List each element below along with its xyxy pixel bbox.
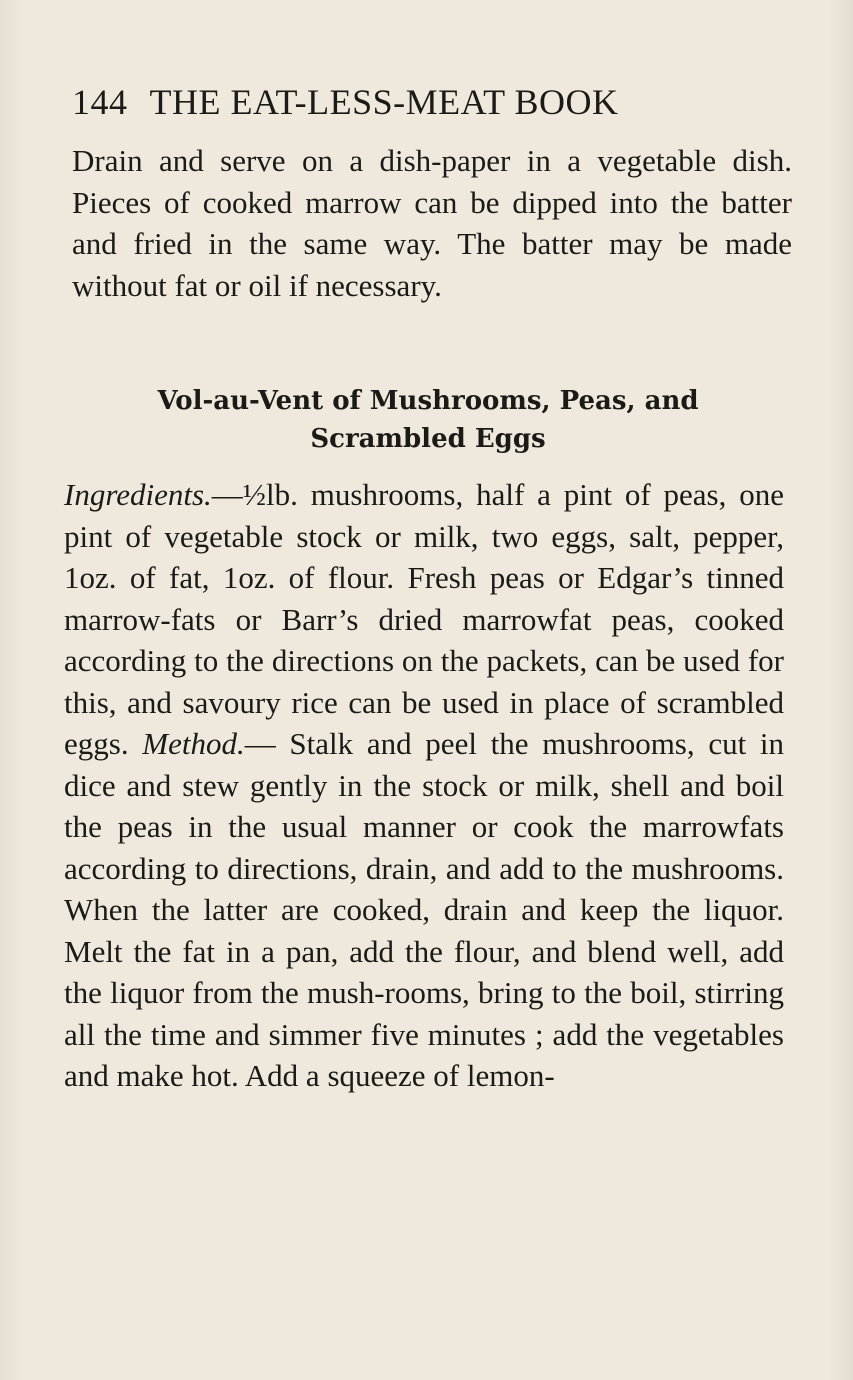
method-text: — Stalk and peel the mushrooms, cut in dice and stew gently in the stock or milk, shell and boil the peas in the usual manner or cook the marrowfats according to directions, drain, and add to the mushrooms. When the latter are cooked, drain and keep the liquor. Melt the fat in a pan, add the flour, and blend well, add the liquor from the mush-rooms, bring to the boil, stirring all the time and simmer five minutes ; add the vegetables and make hot. Add a squeeze of lemon- [64, 726, 785, 1093]
book-title: THE EAT-LESS-MEAT BOOK [149, 82, 619, 122]
recipe-heading-line-1: Vol-au-Vent of Mushrooms, Peas, and [157, 386, 699, 416]
paragraph-continuation: Drain and serve on a dish-paper in a vegetable dish. Pieces of cooked marrow can be dipped into the batter and fried in the same way. The batter may be made without fat or oil if necessary. [72, 143, 792, 303]
recipe-body [64, 474, 784, 1097]
recipe-heading [64, 382, 792, 458]
recipe-heading-line-2: Scrambled Eggs [310, 424, 546, 454]
method-label: Method. [142, 726, 245, 761]
ingredients-text: —½lb. mushrooms, half a pint of peas, one pint of vegetable stock or milk, two eggs, salt, pepper, 1oz. of fat, 1oz. of flour. Fresh peas or Edgar’s tinned marrow-fats or Barr’s dried marrowfat peas, cooked according to the directions on the packets, can be used for this, and savoury rice can be used in place of scrambled eggs. [64, 477, 784, 761]
page-number: 144 [72, 82, 128, 122]
running-head [72, 80, 792, 124]
ingredients-label: Ingredients. [64, 477, 212, 512]
